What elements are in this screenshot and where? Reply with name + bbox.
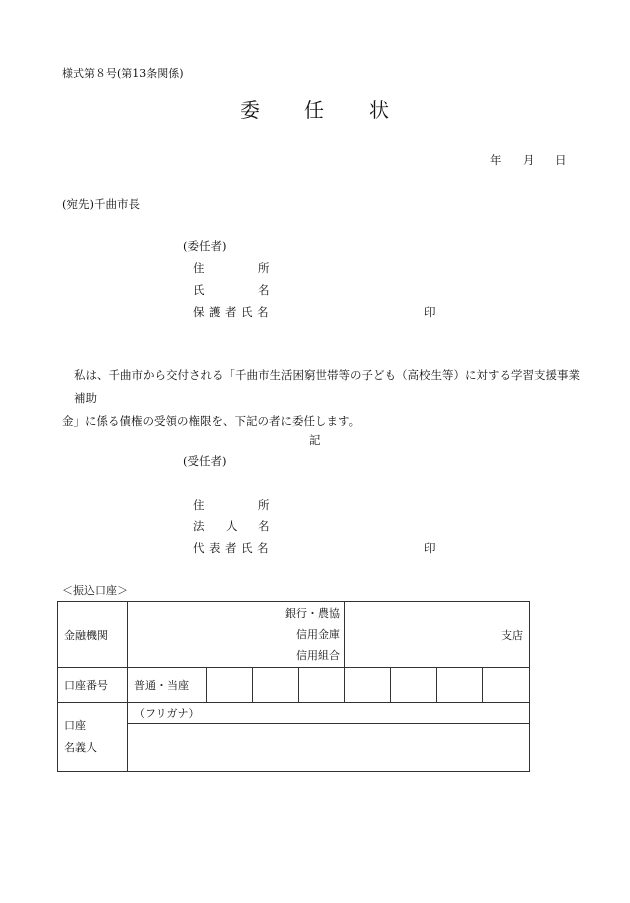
- body-text: [62, 364, 582, 433]
- account-digit-1[interactable]: [207, 668, 253, 703]
- body-line-1: 私は、千曲市から交付される「千曲市生活困窮世帯等の子ども（高校生等）に対する学習支援事業補助: [74, 368, 580, 405]
- representative-name-label: 代表者氏名: [193, 541, 273, 555]
- delegator-name-label-2: 名: [258, 283, 270, 297]
- furigana-label: （フリガナ）: [134, 707, 200, 720]
- title-char-3: 状: [369, 98, 389, 122]
- furigana-row: [58, 703, 530, 724]
- furigana-cell[interactable]: [128, 703, 530, 724]
- institution-row: [58, 602, 530, 668]
- account-number-label: 口座番号: [58, 668, 128, 703]
- delegator-heading: (委任者): [183, 239, 227, 253]
- body-line-2: 金」に係る債権の受領の権限を、下記の者に委任します。: [62, 414, 361, 428]
- delegator-name-label-1: 氏: [193, 283, 205, 297]
- holder-name-row: [58, 724, 530, 772]
- delegate-seal: 印: [424, 541, 436, 555]
- delegator-seal: 印: [424, 305, 436, 319]
- bank-type-cell[interactable]: [128, 602, 345, 668]
- corp-name-label-2: 人: [226, 519, 238, 533]
- bank-account-table: [57, 601, 530, 772]
- account-holder-label: [58, 703, 128, 772]
- corp-name-label-1: 法: [193, 519, 205, 533]
- delegate-address-label-2: 所: [258, 498, 270, 512]
- delegate-address-label-1: 住: [193, 498, 205, 512]
- date-year: 年: [490, 153, 502, 167]
- title-char-1: 委: [240, 98, 260, 122]
- guardian-name-label: 保護者氏名: [193, 305, 273, 319]
- account-heading: ＜振込口座＞: [62, 584, 128, 597]
- account-digit-5[interactable]: [391, 668, 437, 703]
- branch-cell[interactable]: [345, 602, 530, 668]
- date-day: 日: [555, 153, 567, 167]
- delegator-address-label-1: 住: [193, 261, 205, 275]
- title-char-2: 任: [304, 98, 324, 122]
- account-digit-2[interactable]: [253, 668, 299, 703]
- account-holder-label-line-1: 口座: [64, 719, 86, 732]
- delegate-heading: (受任者): [183, 454, 227, 468]
- bank-type-credit-union: 信用組合: [296, 649, 340, 662]
- account-number-row: [58, 668, 530, 703]
- account-digit-3[interactable]: [299, 668, 345, 703]
- branch-label: 支店: [501, 628, 523, 642]
- bank-type-bank: 銀行・農協: [285, 607, 340, 620]
- holder-name-cell[interactable]: [128, 724, 530, 772]
- account-digit-4[interactable]: [345, 668, 391, 703]
- account-digit-7[interactable]: [483, 668, 530, 703]
- form-number: 様式第８号(第13条関係): [62, 67, 184, 80]
- corp-name-label-3: 名: [258, 519, 270, 533]
- account-digit-6[interactable]: [437, 668, 483, 703]
- account-type-cell[interactable]: 普通・当座: [128, 668, 207, 703]
- addressee: (宛先)千曲市長: [62, 197, 140, 211]
- date-month: 月: [523, 153, 535, 167]
- account-holder-label-line-2: 名義人: [64, 741, 97, 754]
- ki-mark: 記: [309, 433, 321, 447]
- bank-type-credit-bank: 信用金庫: [296, 628, 340, 641]
- institution-label: 金融機関: [58, 602, 128, 668]
- delegator-address-label-2: 所: [258, 261, 270, 275]
